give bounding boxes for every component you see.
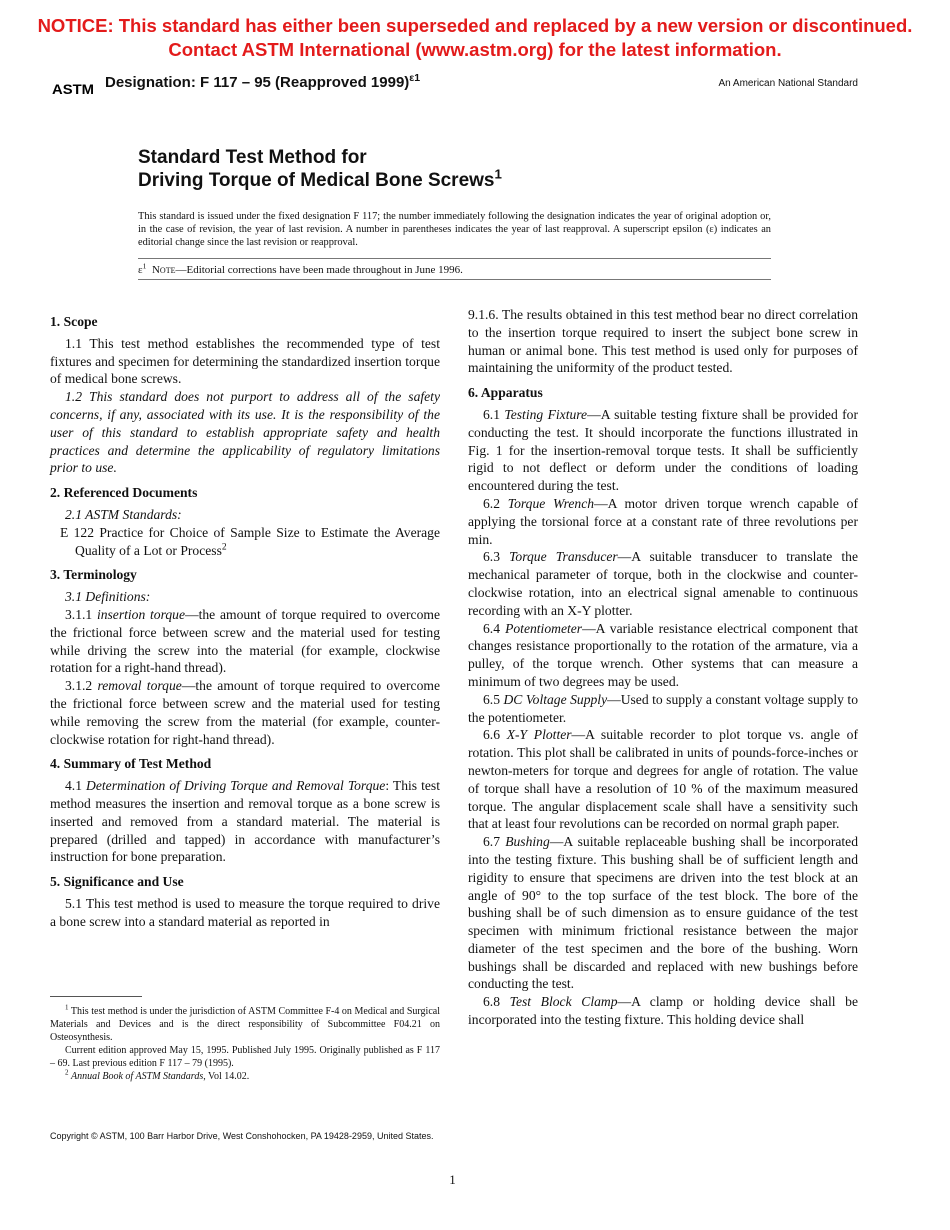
apparatus-item: 6.5 DC Voltage Supply—Used to supply a constant voltage supply to the potentiometer.: [468, 691, 859, 725]
section-heading: 6. Apparatus: [468, 385, 543, 401]
apparatus-item: 6.3 Torque Transducer—A suitable transducer to translate the mechanical parameter of torque, both in the clockwise and counter-clockwise rotation, into an electrical signal amenable to continuous recording with an X-Y plotter.: [468, 549, 858, 618]
title-line-2: Driving Torque of Medical Bone Screws$^1$: [138, 166, 502, 191]
right-column: [468, 306, 858, 1029]
notice-line-1: NOTICE: This standard has either been superseded and replaced by a new version or discontinued.: [37, 15, 913, 36]
supersede-notice: [0, 14, 950, 62]
apparatus-item: 6.8 Test Block Clamp—A clamp or holding device shall be incorporated into the testing fixture. This holding device shall: [468, 994, 858, 1028]
paragraph: 1.2 This standard does not purport to address all of the safety concerns, if any, associated with its use. It is the responsibility of the user of this standard to establish appropriate safety and health practices and determine the applicability of regulatory limitations prior to use.: [50, 389, 440, 476]
paragraph: 9.1.6. The results obtained in this test method bear no direct correlation to the insertion torque required to insert the subject bone screw in human or animal bone. This test method is used only for purposes of maintaining the uniformity of the product tested.: [468, 307, 858, 376]
paragraph: 4.1 Determination of Driving Torque and Removal Torque: This test method measures the insertion and removal torque as a bone screw is inserted and removed from a standard material. The material is prepared (drilled and tapped) in accordance with manufacturer’s instruction for bone preparation.: [50, 778, 440, 865]
paragraph: 3.1 Definitions:: [65, 589, 151, 605]
section-heading: 1. Scope: [50, 314, 98, 329]
paragraph: 2.1 ASTM Standards:: [65, 506, 182, 522]
apparatus-item: 6.4 Potentiometer—A variable resistance electrical component that changes resistance proportionally to the rotation of the armature, via a pulley, of the torque wrench. Other systems that can measure a minimum of two degrees may be used.: [468, 620, 858, 689]
definition: 3.1.2 removal torque—the amount of torque required to overcome the frictional force between screw and the material used for testing while removing the screw from the material (for example, counter-clockwise rotation for right-hand thread).: [50, 678, 440, 747]
footnote-rule: [50, 996, 142, 997]
editorial-note: $\varepsilon^1$ Note—Editorial corrections have been made throughout in June 1996.: [138, 258, 771, 280]
section-heading: 4. Summary of Test Method: [50, 756, 212, 772]
footnote: $^2$ Annual Book of ASTM Standards, Vol 14.02.: [65, 1068, 250, 1082]
american-national-standard: An American National Standard: [718, 78, 858, 89]
paragraph: 5.1 This test method is used to measure the torque required to drive a bone screw into a standard material as reported in: [50, 895, 440, 929]
section-heading: 2. Referenced Documents: [50, 485, 198, 501]
copyright: Copyright © ASTM, 100 Barr Harbor Drive, West Conshohocken, PA 19428-2959, United States.: [50, 1131, 434, 1141]
section-heading: 3. Terminology: [50, 567, 137, 583]
notice-line-2: Contact ASTM International (www.astm.org) for the latest information.: [168, 39, 782, 60]
apparatus-item: 6.1 Testing Fixture—A suitable testing fixture shall be provided for conducting the test. It should incorporate the functions illustrated in Fig. 1 for the insertion-removal torque tests. It shall be sufficiently rigid to not deflect or deform under the conditions of loading encountered during the test.: [468, 406, 858, 494]
apparatus-item: 6.6 X-Y Plotter—A suitable recorder to plot torque vs. angle of rotation. This plot shall be calibrated in units of pounds-force-inches or newton-meters for torque and degrees for angle of rotation. The value of torque shall have a resolution of 10 % of the maximum measured torque. The angular displacement scale shall have a sensitivity such that at least four revolutions can be recorded on normal graph paper.: [468, 727, 858, 832]
preamble: This standard is issued under the fixed designation F 117; the number immediately following the designation indicates the year of original adoption or, in the case of revision, the year of last revision. A number in parentheses indicates the year of last reapproval. A superscript epsilon (ε) indicates an editorial change since the last revision or reapproval.: [138, 211, 771, 249]
page-title: [138, 146, 502, 192]
apparatus-item: 6.7 Bushing—A suitable replaceable bushing shall be incorporated into the testing fixture. This bushing shall be of sufficient length and rigidity to ensure that specimens are driven into the test block at an angle of 90° to the top surface of the test block. The bore of the bushing shall be of such dimension as to ensure guidance of the test specimen with minimum frictional resistance between the major diameter of the test specimen and the bore of the bushing. Worn bushings shall be discarded and replaced with new bushings before conducting the test.: [468, 834, 858, 992]
paragraph: 1.1 This test method establishes the recommended type of test fixtures and specimen for determining the standardized insertion torque of medical bone screws.: [50, 335, 440, 387]
definition: 3.1.1 insertion torque—the amount of torque required to overcome the frictional force between screw and the material used for testing while driving the screw into the material (for example, clockwise rotation for a right-hand thread).: [50, 606, 440, 676]
section-heading: 5. Significance and Use: [50, 874, 184, 890]
left-column: [50, 306, 440, 931]
title-line-1: Standard Test Method for: [138, 147, 367, 168]
designation: Designation: F 117 – 95 (Reapproved 1999)$^{\varepsilon 1}$: [105, 72, 421, 91]
footnote: Current edition approved May 15, 1995. Published July 1995. Originally published as F 117 – 69. Last previous edition F 117 – 79 (1995).: [50, 1045, 440, 1069]
apparatus-item: 6.2 Torque Wrench—A motor driven torque wrench capable of applying the torsional force at a constant rate of three revolutions per min.: [468, 495, 858, 547]
svg-text:ASTM: ASTM: [52, 81, 94, 97]
reference-item: E 122 Practice for Choice of Sample Size to Estimate the Average Quality of a Lot or Process$^2$: [60, 524, 440, 558]
astm-logo: [50, 66, 96, 112]
footnote: $^1$ This test method is under the jurisdiction of ASTM Committee F-4 on Medical and Surgical Materials and Devices and is the direct responsibility of Subcommittee F04.21 on Osteosynthesis.: [50, 1003, 440, 1043]
page-number: 1: [449, 1172, 456, 1187]
footnotes: [50, 1005, 440, 1083]
